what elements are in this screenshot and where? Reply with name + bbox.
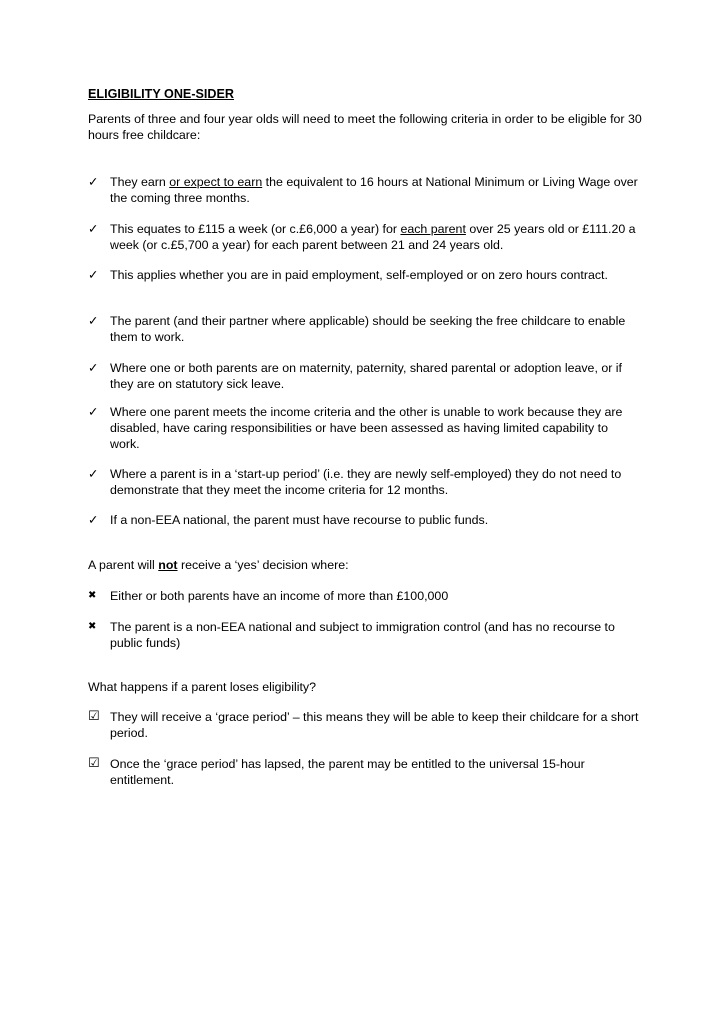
checkmark-icon: ✓ [88,267,99,282]
criteria-text: This applies whether you are in paid employment, self-employed or on zero hours contract. [110,268,608,282]
cross-icon: ✖ [88,621,97,632]
loses-eligibility-question: What happens if a parent loses eligibility? [88,680,316,694]
cross-icon: ✖ [88,590,97,601]
checkbox-checked-icon: ☑ [88,756,100,771]
criteria-text: They earn or expect to earn the equivalent to 16 hours at National Minimum or Living Wage over the coming three months. [110,175,638,205]
checkmark-icon: ✓ [88,174,99,189]
checkmark-icon: ✓ [88,221,99,236]
criteria-text: Where a parent is in a ‘start-up period’ (i.e. they are newly self-employed) they do not need to demonstrate that they meet the income criteria for 12 months. [110,467,622,497]
loses-eligibility-text: They will receive a ‘grace period’ – this means they will be able to keep their childcare for a short period. [110,710,639,740]
not-eligible-text: The parent is a non-EEA national and subject to immigration control (and has no recourse to public funds) [110,620,615,650]
checkmark-icon: ✓ [88,313,99,328]
criteria-text: If a non-EEA national, the parent must have recourse to public funds. [110,513,489,527]
not-eligible-intro: A parent will not receive a ‘yes’ decision where: [88,558,349,572]
checkmark-icon: ✓ [88,512,99,527]
checkmark-icon: ✓ [88,360,99,375]
not-eligible-text: Either or both parents have an income of more than £100,000 [110,589,449,603]
criteria-text: Where one or both parents are on maternity, paternity, shared parental or adoption leave, or if they are on statutory sick leave. [110,361,622,391]
checkbox-checked-icon: ☑ [88,709,100,724]
checkmark-icon: ✓ [88,466,99,481]
page-title: ELIGIBILITY ONE-SIDER [88,87,235,101]
loses-eligibility-text: Once the ‘grace period’ has lapsed, the parent may be entitled to the universal 15-hour entitlement. [110,757,585,787]
checkmark-icon: ✓ [88,404,99,419]
criteria-text: This equates to £115 a week (or c.£6,000 a year) for each parent over 25 years old or £111.20 a week (or c.£5,700 a year) for each parent between 21 and 24 years old. [110,222,636,252]
criteria-text: The parent (and their partner where applicable) should be seeking the free childcare to enable them to work. [110,314,626,344]
criteria-text: Where one parent meets the income criteria and the other is unable to work because they are disabled, have caring responsibilities or have been assessed as having limited capability to work. [110,405,623,451]
intro-paragraph: Parents of three and four year olds will need to meet the following criteria in order to be eligible for 30 hours free childcare: [88,112,642,142]
